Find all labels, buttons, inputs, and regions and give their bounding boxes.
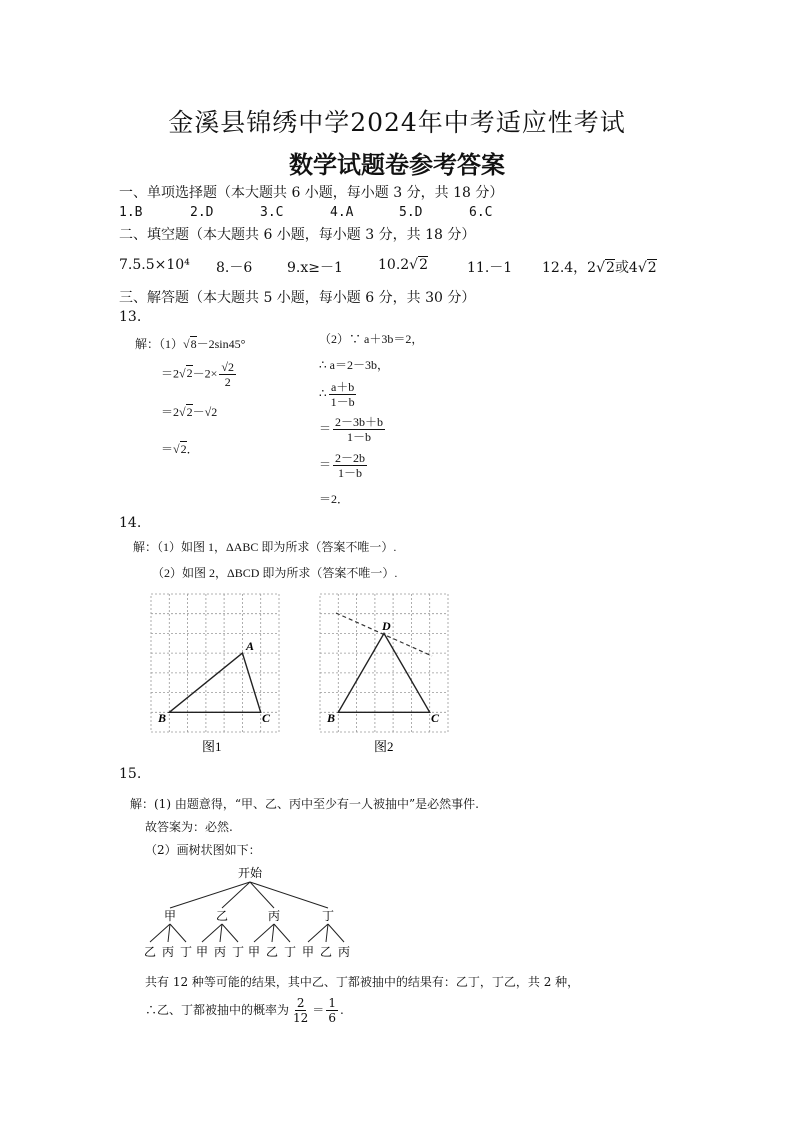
answer-1: 1.B xyxy=(119,205,143,220)
tree-node-level2: 丙 xyxy=(213,945,227,959)
tree-node-level1: 丁 xyxy=(321,909,335,923)
q15-line2: 故答案为：必然. xyxy=(145,820,233,834)
q13-p1-l4-b: ． xyxy=(186,442,199,456)
tree-root: 开始 xyxy=(237,866,263,880)
document-subtitle: 数学试题卷参考答案 xyxy=(289,151,505,179)
label-b: B xyxy=(158,711,167,725)
tree-node-level2: 甲 xyxy=(195,945,209,959)
label-c: C xyxy=(262,711,271,725)
fraction-numerator: 2－2b xyxy=(335,451,366,465)
tree-branch xyxy=(170,882,250,908)
q13-part1-line4: ＝√2． xyxy=(161,442,199,456)
q13-p2-l3-pre: ∴ xyxy=(319,386,327,401)
q14-line2: （2）如图 2，ΔBCD 即为所求（答案不唯一）. xyxy=(152,566,398,580)
answer-6: 6.C xyxy=(469,205,493,220)
tree-node-level2: 丙 xyxy=(161,945,175,959)
label-a: A xyxy=(246,639,255,653)
q13-part2-line4 xyxy=(319,415,387,444)
q13-p1-l2-a: ＝2 xyxy=(161,366,180,381)
probability-fraction-1 xyxy=(291,996,310,1025)
q13-p1-l2-b: －2× xyxy=(192,366,218,381)
answer-3: 3.C xyxy=(260,205,284,220)
q13-part2-line5 xyxy=(319,451,369,480)
tree-branch xyxy=(170,924,186,942)
q13-p1-l2-fraction xyxy=(219,360,236,389)
q15-l5-end: . xyxy=(339,1003,344,1017)
tree-node-level2: 甲 xyxy=(247,945,261,959)
q13-p2-l4-pre: ＝ xyxy=(319,421,332,436)
q13-p1-l4-a: ＝ xyxy=(161,442,174,456)
q15-l5-pre: ∴乙、丁都被抽中的概率为 xyxy=(145,1003,290,1017)
fraction-denominator: 6 xyxy=(328,1011,336,1025)
tree-node-level2: 甲 xyxy=(301,945,315,959)
tree-node-level2: 乙 xyxy=(265,945,279,959)
section3-heading: 三、解答题（本大题共 5 小题，每小题 6 分，共 30 分） xyxy=(119,290,476,306)
answer-5: 5.D xyxy=(399,205,423,220)
q13-p2-l3-fraction xyxy=(329,380,357,409)
fraction-denominator: 1－b xyxy=(330,395,355,409)
q13-part1-line1: 解：（1）√8－2sin45° xyxy=(135,337,246,351)
q13-number: 13. xyxy=(119,309,142,325)
tree-branch xyxy=(326,924,328,942)
answer-12: 12.4，2√2或4√2 xyxy=(542,260,657,276)
tree-branch xyxy=(222,924,238,942)
tree-branches xyxy=(150,882,344,942)
answer-10: 10.2√2 xyxy=(378,257,429,273)
q13-p1-l4-rad: 2 xyxy=(180,442,187,456)
section2-heading: 二、填空题（本大题共 6 小题，每小题 3 分，共 18 分） xyxy=(119,227,476,243)
q13-part2-line3 xyxy=(319,380,359,409)
q13-p1-l2-rad: 2 xyxy=(186,366,193,381)
answer-9: 9.x≥－1 xyxy=(287,260,343,276)
figure-2-caption: 图2 xyxy=(374,739,394,754)
answer-12-radicand-2: 2 xyxy=(647,260,657,276)
section1-heading: 一、单项选择题（本大题共 6 小题，每小题 3 分，共 18 分） xyxy=(119,185,504,201)
label-c: C xyxy=(431,711,440,725)
triangle-abc xyxy=(169,653,260,712)
answer-11: 11.－1 xyxy=(467,260,513,276)
fraction-numerator: √2 xyxy=(221,360,234,374)
probability-fraction-2 xyxy=(326,996,338,1025)
figure-2 xyxy=(314,588,454,758)
q15-line5 xyxy=(145,996,344,1025)
answer-2: 2.D xyxy=(190,205,214,220)
answer-8: 8.－6 xyxy=(216,260,253,276)
q15-l5-eq: ＝ xyxy=(312,1003,325,1017)
fraction-denominator: 1－b xyxy=(338,466,363,480)
q13-part1-line3: ＝2√2－√2 xyxy=(161,405,218,419)
q13-p1-radicand: 8 xyxy=(190,337,197,351)
tree-branch xyxy=(274,924,290,942)
tree-branch xyxy=(308,924,328,942)
fraction-numerator: a＋b xyxy=(330,380,355,394)
fraction-denominator: 12 xyxy=(293,1011,309,1025)
q13-p1-l3-rad: 2 xyxy=(186,405,193,419)
answer-10-radicand: 2 xyxy=(419,257,429,273)
q13-p2-l5-pre: ＝ xyxy=(319,457,332,472)
tree-node-level1: 乙 xyxy=(215,909,229,923)
q13-part1-line2: ＝2√2－2× $\frac{√2}{2}$ xyxy=(161,360,234,389)
q13-p1-label: 解：（1） xyxy=(135,337,184,351)
q13-p1-l3-b: －√2 xyxy=(192,405,218,419)
fraction-numerator: 1 xyxy=(328,996,336,1010)
tree-branch xyxy=(328,924,344,942)
q14-number: 14. xyxy=(119,515,142,531)
tree-branch xyxy=(168,924,170,942)
tree-diagram xyxy=(130,860,390,965)
answer-7: 7.5.5×10⁴ xyxy=(119,257,190,273)
q13-p1-l3-a: ＝2 xyxy=(161,405,180,419)
document-title: 金溪县锦绣中学2024年中考适应性考试 xyxy=(168,108,626,137)
q13-p2-l5-fraction xyxy=(333,451,367,480)
label-d: D xyxy=(382,619,391,633)
tree-branch xyxy=(254,924,274,942)
tree-node-level2: 丁 xyxy=(231,945,245,959)
tree-branch xyxy=(220,924,222,942)
fraction-numerator: 2－3b＋b xyxy=(335,415,384,429)
tree-node-level1: 甲 xyxy=(163,909,177,923)
q15-line3: （2）画树状图如下： xyxy=(145,843,261,857)
q13-part2-line2: ∴ a＝2－3b， xyxy=(319,358,389,372)
tree-branch xyxy=(222,882,250,908)
tree-node-level1: 丙 xyxy=(267,909,281,923)
q13-part2-line6: ＝2． xyxy=(319,492,350,506)
figure-1 xyxy=(145,588,285,758)
tree-nodes xyxy=(144,909,350,959)
q13-part2-line1: （2）∵ a＋3b＝2， xyxy=(319,332,424,346)
fraction-denominator: 2 xyxy=(224,375,231,389)
tree-branch xyxy=(272,924,274,942)
fraction-denominator: 1－b xyxy=(347,430,372,444)
answer-12-mid: 或4 xyxy=(614,260,638,276)
answer-12-prefix: 12.4，2 xyxy=(542,260,597,276)
q13-p2-l4-fraction xyxy=(333,415,385,444)
answer-10-prefix: 10.2 xyxy=(378,257,410,273)
label-b: B xyxy=(327,711,336,725)
fraction-numerator: 2 xyxy=(296,996,305,1010)
q14-line1: 解：（1）如图 1，ΔABC 即为所求（答案不唯一）. xyxy=(133,540,397,554)
tree-node-level2: 乙 xyxy=(319,945,333,959)
tree-branch xyxy=(202,924,222,942)
q15-number: 15. xyxy=(119,766,142,782)
tree-node-level2: 丁 xyxy=(283,945,297,959)
q13-p1-rest: －2sin45° xyxy=(196,337,246,351)
tree-branch xyxy=(150,924,170,942)
q15-line4: 共有 12 种等可能的结果，其中乙、丁都被抽中的结果有：乙丁，丁乙，共 2 种， xyxy=(145,975,580,989)
answer-12-radicand-1: 2 xyxy=(606,260,615,276)
tree-node-level2: 丁 xyxy=(179,945,193,959)
answer-4: 4.A xyxy=(330,205,354,220)
tree-node-level2: 乙 xyxy=(143,945,157,959)
figure-1-caption: 图1 xyxy=(202,739,222,754)
tree-node-level2: 丙 xyxy=(337,945,351,959)
q15-line1: 解：(1) 由题意得，“甲、乙、丙中至少有一人被抽中”是必然事件. xyxy=(130,797,479,811)
